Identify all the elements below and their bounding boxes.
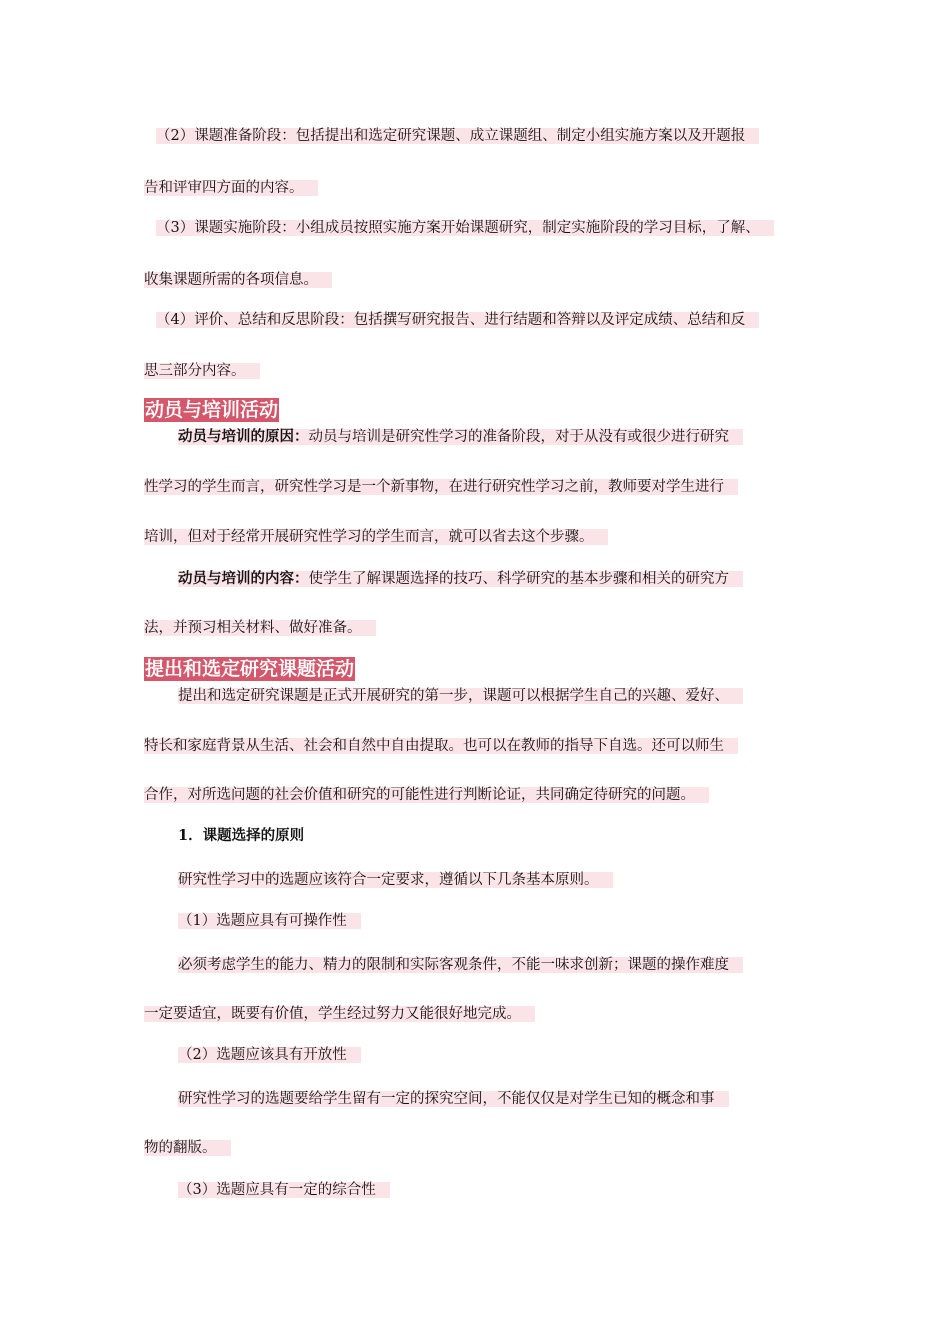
stage-4-line-1: （4）评价、总结和反思阶段：包括撰写研究报告、进行结题和答辩以及评定成绩、总结和反 <box>156 310 759 330</box>
principle-2-heading: （2）选题应该具有开放性 <box>178 1045 361 1065</box>
principles-intro: 研究性学习中的选题应该符合一定要求，遵循以下几条基本原则。 <box>178 870 613 890</box>
intro-line-3: 合作，对所选问题的社会价值和研究的可能性进行判断论证，共同确定待研究的问题。 <box>144 785 709 805</box>
intro-line-2: 特长和家庭背景从生活、社会和自然中自由提取。也可以在教师的指导下自选。还可以师生 <box>144 736 738 756</box>
reason-line-2: 性学习的学生而言，研究性学习是一个新事物，在进行研究性学习之前，教师要对学生进行 <box>144 477 738 497</box>
intro-line-1: 提出和选定研究课题是正式开展研究的第一步，课题可以根据学生自己的兴趣、爱好、 <box>178 686 743 706</box>
principle-2-line-2: 物的翻版。 <box>144 1138 231 1158</box>
stage-3-line-1: （3）课题实施阶段：小组成员按照实施方案开始课题研究，制定实施阶段的学习目标，了解、 <box>156 218 774 238</box>
principle-2-line-1: 研究性学习的选题要给学生留有一定的探究空间，不能仅仅是对学生已知的概念和事 <box>178 1089 729 1109</box>
section-heading-topic-selection: 提出和选定研究课题活动 <box>145 658 355 680</box>
content-line-2: 法，并预习相关材料、做好准备。 <box>144 618 376 638</box>
reason-line-1: 动员与培训的原因：动员与培训是研究性学习的准备阶段，对于从没有或很少进行研究 <box>178 427 743 447</box>
principle-1-line-1: 必须考虑学生的能力、精力的限制和实际客观条件，不能一味求创新；课题的操作难度 <box>178 955 743 975</box>
content-line-1: 动员与培训的内容：使学生了解课题选择的技巧、科学研究的基本步骤和相关的研究方 <box>178 569 743 589</box>
principle-1-heading: （1）选题应具有可操作性 <box>178 911 361 931</box>
stage-4-line-2: 思三部分内容。 <box>144 361 260 381</box>
sub-heading-principles: 1．课题选择的原则 <box>178 827 305 844</box>
principle-3-heading: （3）选题应具有一定的综合性 <box>178 1180 390 1200</box>
content-label: 动员与培训的内容： <box>178 570 309 587</box>
stage-2-line-2: 告和评审四方面的内容。 <box>144 178 318 198</box>
reason-label: 动员与培训的原因： <box>178 428 309 445</box>
section-heading-mobilization: 动员与培训活动 <box>145 399 279 421</box>
stage-3-line-2: 收集课题所需的各项信息。 <box>144 270 332 290</box>
stage-2-line-1: （2）课题准备阶段：包括提出和选定研究课题、成立课题组、制定小组实施方案以及开题报 <box>156 126 759 146</box>
reason-line-3: 培训，但对于经常开展研究性学习的学生而言，就可以省去这个步骤。 <box>144 527 608 547</box>
principle-1-line-2: 一定要适宜，既要有价值，学生经过努力又能很好地完成。 <box>144 1004 535 1024</box>
